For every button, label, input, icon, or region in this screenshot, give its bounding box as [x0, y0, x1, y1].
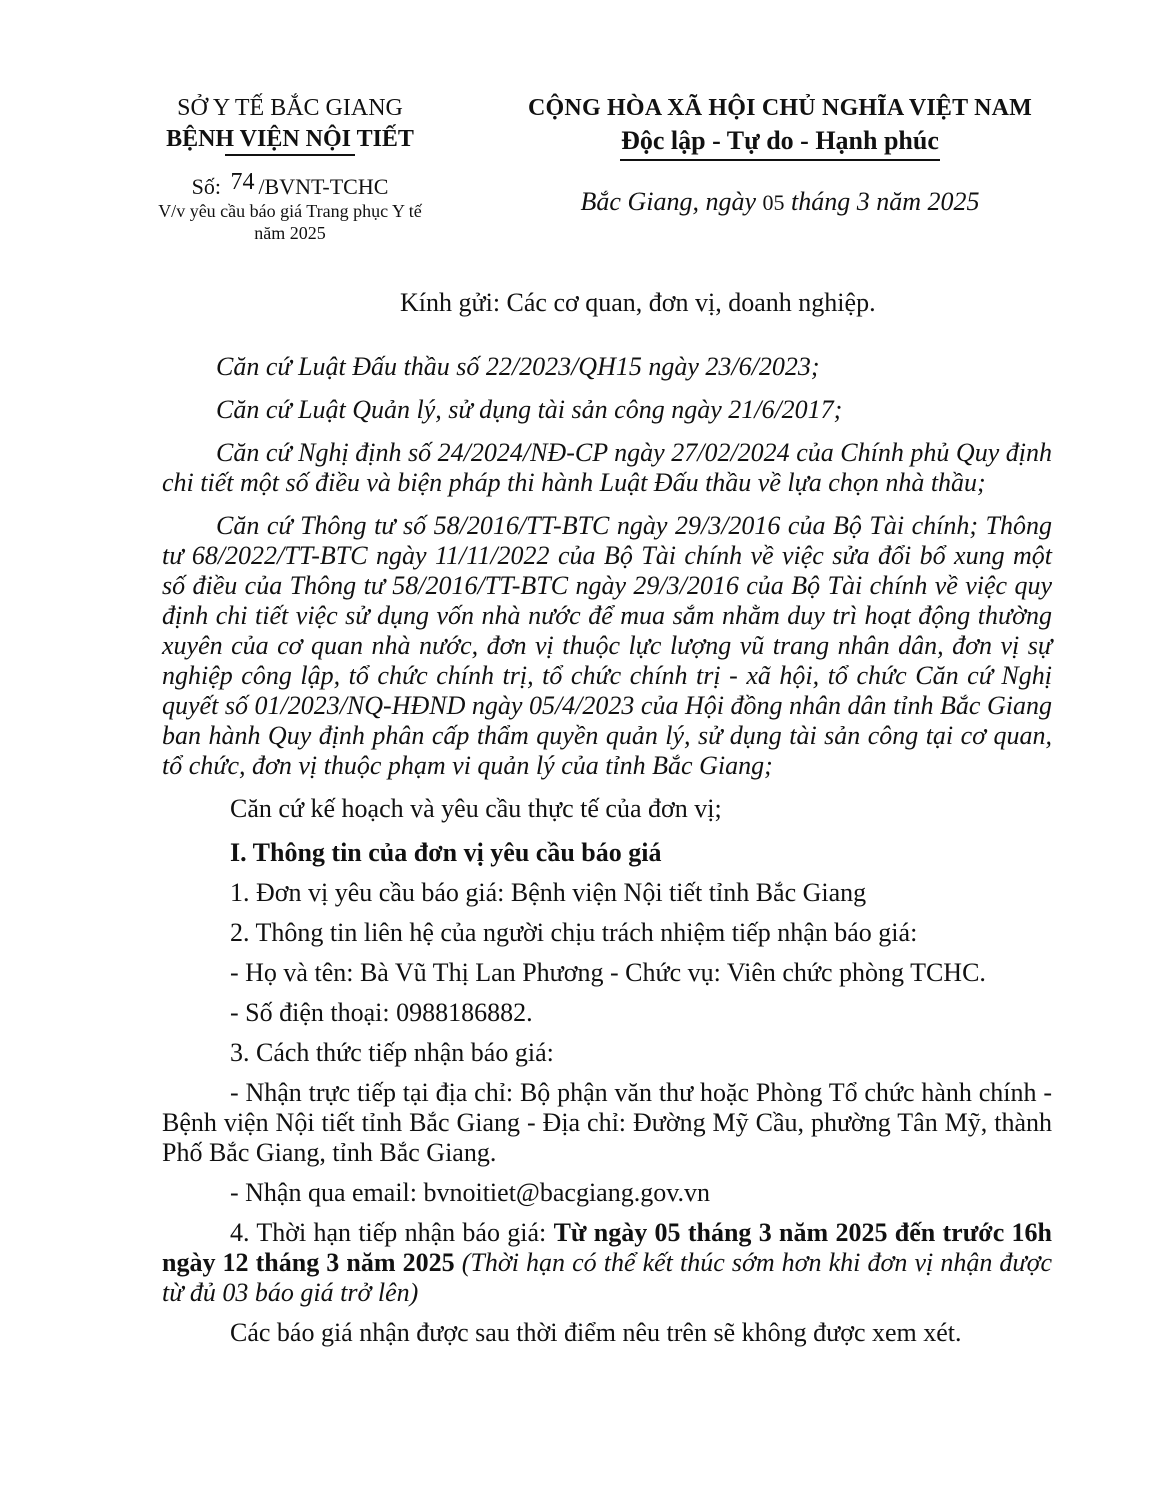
legal-basis-3: Căn cứ Nghị định số 24/2024/NĐ-CP ngày 27/02/2024 của Chính phủ Quy định chi tiết một số điều và biện pháp thi hành Luật Đấu thầu về lựa chọn nhà thầu; — [162, 438, 1052, 497]
subject-line-2: năm 2025 — [254, 222, 326, 243]
date-prefix: Bắc Giang, ngày — [580, 186, 756, 216]
doc-no-prefix: Số: — [191, 173, 221, 199]
receive-email: - Nhận qua email: bvnoitiet@bacgiang.gov.vn — [230, 1178, 711, 1207]
motto-underline — [620, 159, 940, 161]
plan-basis: Căn cứ kế hoạch và yêu cầu thực tế của đơn vị; — [230, 794, 722, 823]
contact-phone: - Số điện thoại: 0988186882. — [230, 998, 533, 1027]
republic-title: CỘNG HÒA XÃ HỘI CHỦ NGHĨA VIỆT NAM — [528, 95, 1032, 121]
date-day: 05 — [762, 189, 785, 215]
doc-no-suffix: /BVNT-TCHC — [258, 173, 389, 199]
item-4-deadline: Từ ngày 05 tháng 3 năm 2025 đến trước 16h ngày 12 tháng 3 năm 2025 — [162, 1218, 1052, 1277]
document-number — [120, 168, 460, 200]
legal-basis-4: Căn cứ Thông tư số 58/2016/TT-BTC ngày 29/3/2016 của Bộ Tài chính; Thông tư 68/2022/TT-BTC ngày 11/11/2022 của Bộ Tài chính về việc sửa đổi bổ xung một số điều của Thông tư 58/2016/TT-BTC ngày 29/3/2016 của Bộ Tài chính về việc quy định chi tiết việc sử dụng vốn nhà nước để mua sắm nhằm duy trì hoạt động thường xuyên của cơ quan nhà nước, đơn vị thuộc lực lượng vũ trang nhân dân, đơn vị sự nghiệp công lập, tổ chức chính trị, tổ chức chính trị - xã hội, tổ chức Căn cứ Nghị quyết số 01/2023/NQ-HĐND ngày 05/4/2023 của Hội đồng nhân dân tỉnh Bắc Giang ban hành Quy định phân cấp thẩm quyền quản lý, sử dụng tài sản công tại cơ quan, tổ chức, đơn vị thuộc phạm vi quản lý của tỉnh Bắc Giang; — [162, 511, 1052, 780]
national-motto: Độc lập - Tự do - Hạnh phúc — [621, 126, 939, 155]
issuer-underline — [225, 154, 355, 156]
section-1-title: I. Thông tin của đơn vị yêu cầu báo giá — [230, 838, 662, 867]
receive-direct: - Nhận trực tiếp tại địa chỉ: Bộ phận văn thư hoặc Phòng Tổ chức hành chính - Bệnh viện Nội tiết tỉnh Bắc Giang - Địa chỉ: Đường Mỹ Cầu, phường Tân Mỹ, thành Phố Bắc Giang, tỉnh Bắc Giang. — [162, 1078, 1052, 1167]
legal-basis-1: Căn cứ Luật Đấu thầu số 22/2023/QH15 ngày 23/6/2023; — [216, 352, 820, 381]
hospital-name: BỆNH VIỆN NỘI TIẾT — [166, 126, 414, 152]
contact-name: - Họ và tên: Bà Vũ Thị Lan Phương - Chức vụ: Viên chức phòng TCHC. — [230, 958, 986, 987]
document-body — [162, 288, 1052, 1358]
item-4-note: (Thời hạn có thể kết thúc sớm hơn khi đơn vị nhận được từ đủ 03 báo giá trở lên) — [162, 1248, 1053, 1307]
doc-no-number: 74 — [230, 168, 255, 195]
item-4 — [162, 1218, 1052, 1308]
item-2: 2. Thông tin liên hệ của người chịu trách nhiệm tiếp nhận báo giá: — [230, 918, 918, 947]
legal-basis-2: Căn cứ Luật Quản lý, sử dụng tài sản công ngày 21/6/2017; — [216, 395, 843, 424]
national-header — [490, 92, 1070, 218]
issuer-block — [120, 92, 460, 244]
date-suffix: tháng 3 năm 2025 — [790, 186, 980, 216]
place-date — [490, 187, 1070, 218]
item-4-label: 4. Thời hạn tiếp nhận báo giá: — [230, 1218, 547, 1247]
closing-line: Các báo giá nhận được sau thời điểm nêu trên sẽ không được xem xét. — [230, 1318, 962, 1347]
agency-name: SỞ Y TẾ BẮC GIANG — [177, 95, 403, 121]
subject-line-1: V/v yêu cầu báo giá Trang phục Y tế — [158, 200, 422, 221]
recipient-line: Kính gửi: Các cơ quan, đơn vị, doanh nghiệp. — [400, 288, 876, 317]
item-1: 1. Đơn vị yêu cầu báo giá: Bệnh viện Nội tiết tỉnh Bắc Giang — [230, 878, 867, 907]
item-3: 3. Cách thức tiếp nhận báo giá: — [230, 1038, 554, 1067]
